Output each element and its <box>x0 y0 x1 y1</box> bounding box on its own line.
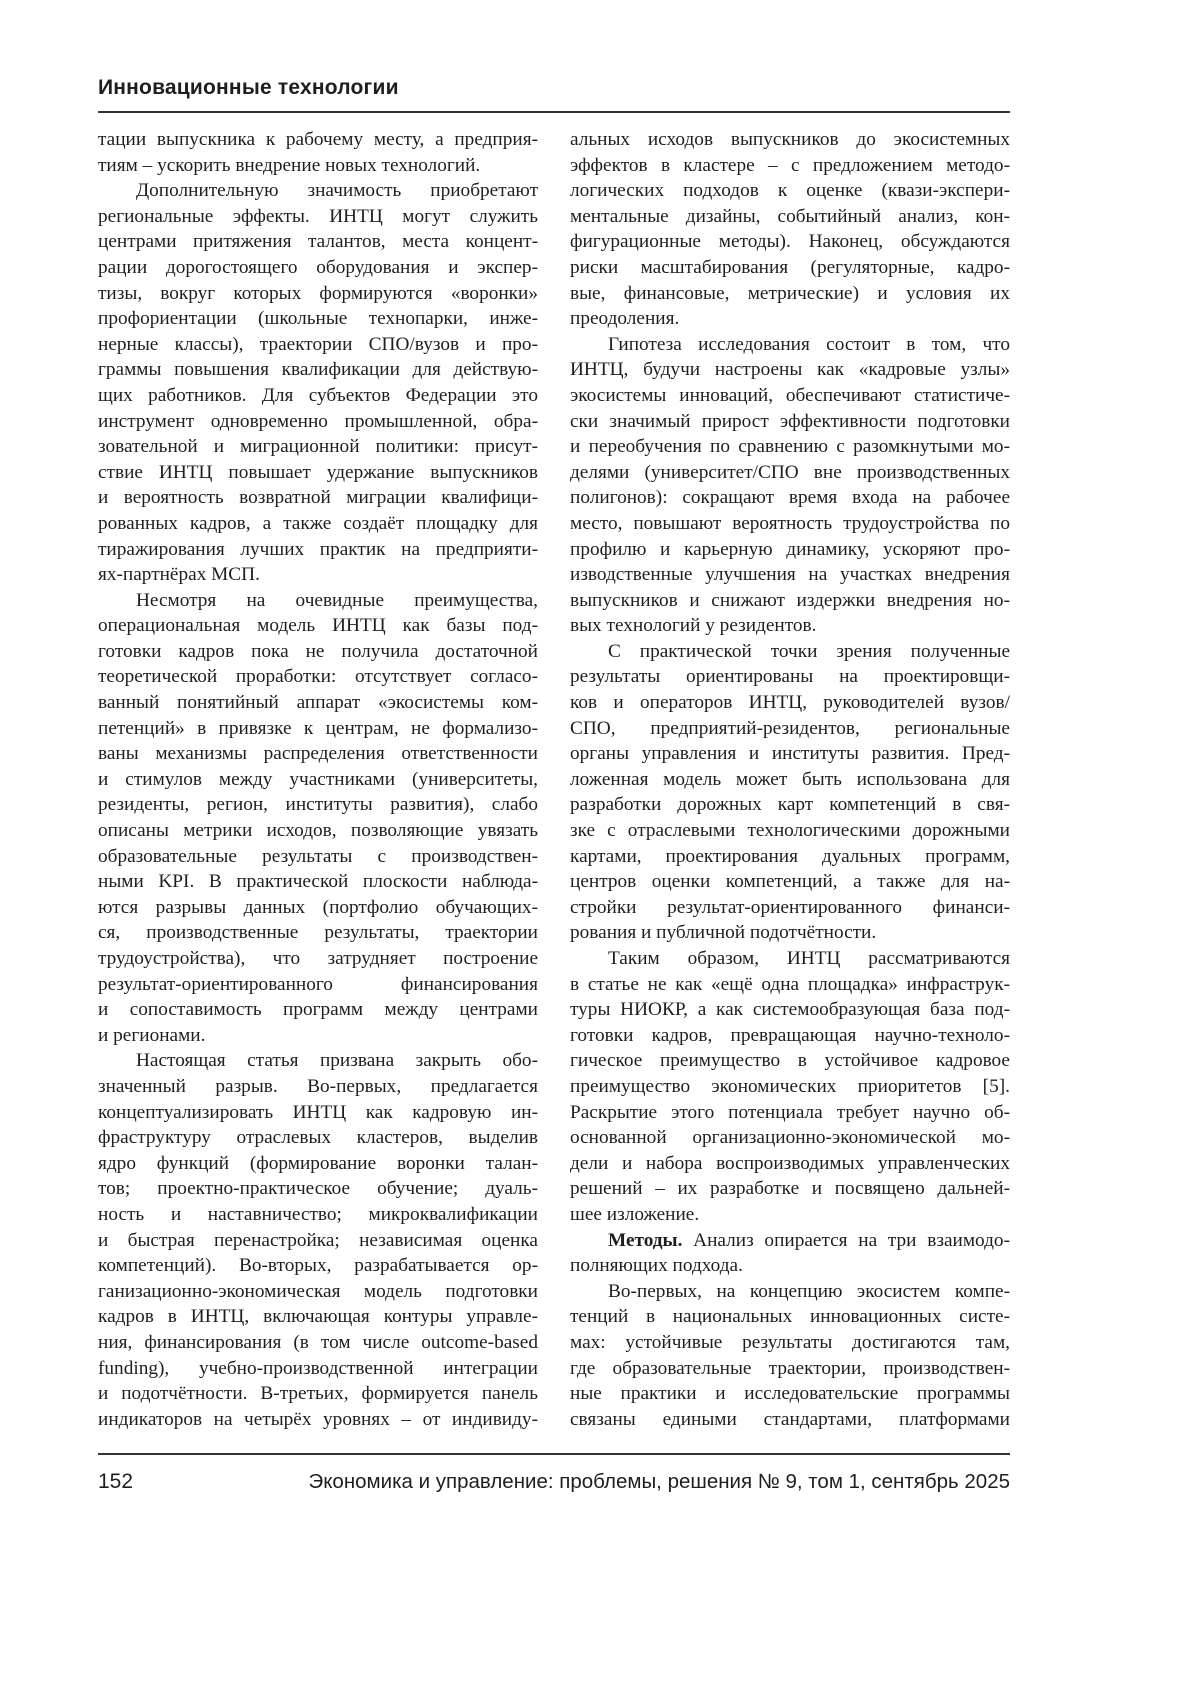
text-line <box>570 1176 1010 1202</box>
paragraph <box>570 946 1010 1228</box>
line-text: шее изложение. <box>570 1204 699 1225</box>
line-text: ях-партнёрах МСП. <box>98 564 260 585</box>
line-text: мах: устойчивые результаты достигаются там, <box>570 1332 1010 1353</box>
section-title: Инновационные технологии <box>98 76 399 100</box>
text-line <box>570 229 1010 255</box>
text-line <box>570 664 1010 690</box>
text-line <box>570 741 1010 767</box>
line-text: разработки дорожных карт компетенций в свя- <box>570 794 1010 815</box>
line-text: и сопоставимость программ между центрами <box>98 999 538 1020</box>
text-line <box>98 1330 538 1356</box>
line-text: петенций» в привязке к центрам, не формализо- <box>98 718 538 739</box>
line-text: ванный понятийный аппарат «экосистемы ком- <box>98 692 538 713</box>
text-line <box>98 1176 538 1202</box>
line-text: региональные эффекты. ИНТЦ могут служить <box>98 206 538 227</box>
line-text: Анализ опирается на три взаимодо- <box>682 1230 1010 1251</box>
text-line <box>570 485 1010 511</box>
text-line <box>570 1023 1010 1049</box>
line-text: вых технологий у резидентов. <box>570 615 816 636</box>
line-text: ся, производственные результаты, траектории <box>98 922 538 943</box>
text-line <box>98 1356 538 1382</box>
line-text: дели и набора воспроизводимых управленческих <box>570 1153 1010 1174</box>
paragraph <box>98 588 538 1049</box>
text-line <box>98 1202 538 1228</box>
line-text: концептуализировать ИНТЦ как кадровую ин- <box>98 1102 538 1123</box>
line-text: ИНТЦ, будучи настроены как «кадровые узлы» <box>570 359 1010 380</box>
text-line <box>570 1125 1010 1151</box>
line-text: делями (университет/СПО вне производственных <box>570 462 1010 483</box>
line-text: тенций в национальных инновационных систе- <box>570 1306 1010 1327</box>
text-line <box>98 895 538 921</box>
line-text: нерные классы), траектории СПО/вузов и про- <box>98 334 538 355</box>
text-line <box>570 537 1010 563</box>
paragraph <box>570 127 1010 332</box>
line-text: тиражирования лучших практик на предприяти- <box>98 539 538 560</box>
text-line <box>570 613 1010 639</box>
text-column-right <box>570 127 1010 1432</box>
text-line <box>98 537 538 563</box>
paragraph <box>570 1228 1010 1279</box>
text-line <box>570 255 1010 281</box>
text-line <box>570 972 1010 998</box>
text-line <box>98 741 538 767</box>
page-number: 152 <box>98 1470 133 1494</box>
line-text: место, повышают вероятность трудоустройства по <box>570 513 1010 534</box>
text-line <box>98 920 538 946</box>
line-text: экосистемы инноваций, обеспечивают статистиче- <box>570 385 1010 406</box>
line-text: С практической точки зрения полученные <box>608 641 1010 662</box>
journal-citation: Экономика и управление: проблемы, решения № 9, том 1, сентябрь 2025 <box>309 1470 1011 1494</box>
line-text: funding), учебно-производственной интеграции <box>98 1358 538 1379</box>
text-line <box>570 1253 1010 1279</box>
line-text: Раскрытие этого потенциала требует научно об- <box>570 1102 1010 1123</box>
text-line <box>570 332 1010 358</box>
line-text: результат-ориентированного финансирования <box>98 974 538 995</box>
text-line <box>98 1048 538 1074</box>
line-text: и регионами. <box>98 1025 205 1046</box>
text-line <box>570 1381 1010 1407</box>
line-text: ганизационно-экономическая модель подготовки <box>98 1281 538 1302</box>
text-line <box>98 332 538 358</box>
line-text: описаны метрики исходов, позволяющие увязать <box>98 820 538 841</box>
line-text: Гипотеза исследования состоит в том, что <box>608 334 1010 355</box>
text-line <box>570 127 1010 153</box>
line-text: связаны едиными стандартами, платформами <box>570 1409 1010 1430</box>
line-text: и стимулов между участниками (университеты, <box>98 769 538 790</box>
text-line <box>98 1074 538 1100</box>
line-text: СПО, предприятий-резидентов, региональные <box>570 718 1010 739</box>
text-line <box>98 844 538 870</box>
text-line <box>570 869 1010 895</box>
text-line <box>98 383 538 409</box>
text-line <box>570 792 1010 818</box>
line-text: тизы, вокруг которых формируются «воронки» <box>98 283 538 304</box>
text-line <box>570 1100 1010 1126</box>
line-text: основанной организационно-экономической мо- <box>570 1127 1010 1148</box>
text-line <box>570 409 1010 435</box>
line-text: Дополнительную значимость приобретают <box>136 180 538 201</box>
line-text: профилю и карьерную динамику, ускоряют про- <box>570 539 1010 560</box>
paragraph <box>98 127 538 178</box>
text-line <box>98 664 538 690</box>
line-text: индикаторов на четырёх уровнях – от индивиду- <box>98 1409 538 1430</box>
text-line <box>570 1407 1010 1433</box>
line-text: гическое преимущество в устойчивое кадровое <box>570 1050 1010 1071</box>
line-text: Таким образом, ИНТЦ рассматриваются <box>608 948 1010 969</box>
line-text: Несмотря на очевидные преимущества, <box>136 590 538 611</box>
text-line <box>98 946 538 972</box>
text-line <box>570 588 1010 614</box>
text-line <box>570 1202 1010 1228</box>
line-text: ными KPI. В практической плоскости наблюда- <box>98 871 538 892</box>
line-text: органы управления и институты развития. Пред- <box>570 743 1010 764</box>
line-text: ные практики и исследовательские программы <box>570 1383 1010 1404</box>
line-text: и вероятность возвратной миграции квалифици- <box>98 487 538 508</box>
text-line <box>570 434 1010 460</box>
text-line <box>98 588 538 614</box>
text-line <box>98 281 538 307</box>
text-line <box>98 1151 538 1177</box>
text-line <box>570 1151 1010 1177</box>
text-line <box>98 1100 538 1126</box>
text-line <box>98 255 538 281</box>
line-text: преодоления. <box>570 308 679 329</box>
text-line <box>98 178 538 204</box>
line-text: преимущество экономических приоритетов [5]. <box>570 1076 1010 1097</box>
line-text: ния, финансирования (в том числе outcome-based <box>98 1332 538 1353</box>
text-line <box>98 153 538 179</box>
line-text: стройки результат-ориентированного финанси- <box>570 897 1010 918</box>
line-text: ствие ИНТЦ повышает удержание выпускников <box>98 462 538 483</box>
text-line <box>98 229 538 255</box>
line-text: тации выпускника к рабочему месту, а предприя- <box>98 129 538 150</box>
line-text: Настоящая статья призвана закрыть обо- <box>136 1050 538 1071</box>
line-text: профориентации (школьные технопарки, инже- <box>98 308 538 329</box>
line-text: где образовательные траектории, производствен- <box>570 1358 1010 1379</box>
text-line <box>570 204 1010 230</box>
line-text: изводственные улучшения на участках внедрения <box>570 564 1010 585</box>
text-line <box>570 1048 1010 1074</box>
line-text: центров оценки компетенций, а также для на- <box>570 871 1010 892</box>
text-line <box>98 127 538 153</box>
text-line <box>98 1023 538 1049</box>
text-line <box>570 1228 1010 1254</box>
line-text: альных исходов выпускников до экосистемных <box>570 129 1010 150</box>
text-line <box>570 511 1010 537</box>
text-line <box>570 281 1010 307</box>
text-line <box>98 639 538 665</box>
text-line <box>570 1356 1010 1382</box>
line-text: рованных кадров, а также создаёт площадку для <box>98 513 538 534</box>
text-line <box>570 844 1010 870</box>
line-text: щих работников. Для субъектов Федерации это <box>98 385 538 406</box>
text-line <box>98 562 538 588</box>
paragraph <box>570 639 1010 946</box>
line-text: ются разрывы данных (портфолио обучающих- <box>98 897 538 918</box>
text-line <box>570 895 1010 921</box>
line-text: кадров в ИНТЦ, включающая контуры управле- <box>98 1306 538 1327</box>
text-line <box>570 383 1010 409</box>
text-line <box>98 204 538 230</box>
line-text: готовки кадров, превращающая научно-техноло- <box>570 1025 1010 1046</box>
line-text: туры НИОКР, а как системообразующая база под- <box>570 999 1010 1020</box>
line-text: и быстрая перенастройка; независимая оценка <box>98 1230 538 1251</box>
line-text: и переобучения по сравнению с разомкнутыми мо- <box>570 436 1010 457</box>
text-line <box>98 409 538 435</box>
line-text: трудоустройства), что затрудняет построение <box>98 948 538 969</box>
text-line <box>98 1381 538 1407</box>
text-line <box>570 1304 1010 1330</box>
header-rule <box>98 111 1010 113</box>
text-line <box>98 460 538 486</box>
line-text: теоретической проработки: отсутствует согласо- <box>98 666 538 687</box>
line-text: полигонов): сокращают время входа на рабочее <box>570 487 1010 508</box>
paragraph <box>98 1048 538 1432</box>
text-line <box>570 997 1010 1023</box>
text-line <box>98 306 538 332</box>
line-text: картами, проектирования дуальных программ, <box>570 846 1010 867</box>
line-text: рования и публичной подотчётности. <box>570 922 876 943</box>
line-text: эффектов в кластере – с предложением методо- <box>570 155 1010 176</box>
line-text: ваны механизмы распределения ответственности <box>98 743 538 764</box>
line-text: ков и операторов ИНТЦ, руководителей вузов/ <box>570 692 1010 713</box>
text-line <box>570 460 1010 486</box>
paragraph <box>98 178 538 588</box>
line-text: ядро функций (формирование воронки талан- <box>98 1153 538 1174</box>
text-line <box>98 792 538 818</box>
line-text: в статье не как «ещё одна площадка» инфраструк- <box>570 974 1010 995</box>
text-line <box>98 613 538 639</box>
text-line <box>98 485 538 511</box>
text-line <box>570 153 1010 179</box>
text-line <box>98 1228 538 1254</box>
line-text: компетенций). Во-вторых, разрабатывается ор- <box>98 1255 538 1276</box>
text-line <box>570 920 1010 946</box>
text-line <box>98 972 538 998</box>
text-line <box>98 1304 538 1330</box>
line-text: операциональная модель ИНТЦ как базы под- <box>98 615 538 636</box>
text-line <box>570 1330 1010 1356</box>
text-line <box>570 639 1010 665</box>
line-text: риски масштабирования (регуляторные, кадро- <box>570 257 1010 278</box>
lead-heading: Методы. <box>608 1230 682 1251</box>
text-line <box>570 818 1010 844</box>
text-line <box>570 562 1010 588</box>
line-text: зке с отраслевыми технологическими дорожными <box>570 820 1010 841</box>
line-text: фигурационные методы). Наконец, обсуждаются <box>570 231 1010 252</box>
text-line <box>570 306 1010 332</box>
text-line <box>98 511 538 537</box>
footer-rule <box>98 1453 1010 1455</box>
text-line <box>98 767 538 793</box>
paragraph <box>570 332 1010 639</box>
line-text: ность и наставничество; микроквалификации <box>98 1204 538 1225</box>
paragraph <box>570 1279 1010 1433</box>
text-line <box>570 357 1010 383</box>
line-text: резиденты, регион, институты развития), слабо <box>98 794 538 815</box>
text-line <box>570 716 1010 742</box>
line-text: фраструктуру отраслевых кластеров, выделив <box>98 1127 538 1148</box>
text-line <box>570 1074 1010 1100</box>
text-line <box>570 1279 1010 1305</box>
line-text: логических подходов к оценке (квази-экспери- <box>570 180 1010 201</box>
line-text: ментальные дизайны, событийный анализ, кон- <box>570 206 1010 227</box>
text-line <box>98 690 538 716</box>
text-line <box>570 178 1010 204</box>
line-text: ложенная модель может быть использована для <box>570 769 1010 790</box>
line-text: ски значимый прирост эффективности подготовки <box>570 411 1010 432</box>
text-line <box>98 1407 538 1433</box>
line-text: инструмент одновременно промышленной, обра- <box>98 411 538 432</box>
line-text: вые, финансовые, метрические) и условия их <box>570 283 1010 304</box>
text-line <box>98 869 538 895</box>
line-text: Во-первых, на концепцию экосистем компе- <box>608 1281 1010 1302</box>
line-text: значенный разрыв. Во-первых, предлагается <box>98 1076 538 1097</box>
text-line <box>98 1253 538 1279</box>
text-line <box>570 946 1010 972</box>
line-text: решений – их разработке и посвящено дальней- <box>570 1178 1010 1199</box>
text-line <box>570 690 1010 716</box>
text-line <box>98 716 538 742</box>
line-text: тиям – ускорить внедрение новых технологий. <box>98 155 480 176</box>
line-text: полняющих подхода. <box>570 1255 743 1276</box>
line-text: центрами притяжения талантов, места концент- <box>98 231 538 252</box>
line-text: и подотчётности. В-третьих, формируется панель <box>98 1383 538 1404</box>
line-text: образовательные результаты с производствен- <box>98 846 538 867</box>
line-text: результаты ориентированы на проектировщи- <box>570 666 1010 687</box>
text-line <box>98 357 538 383</box>
line-text: выпускников и снижают издержки внедрения но- <box>570 590 1010 611</box>
text-column-left <box>98 127 538 1432</box>
line-text: готовки кадров пока не получила достаточной <box>98 641 538 662</box>
line-text: тов; проектно-практическое обучение; дуаль- <box>98 1178 538 1199</box>
line-text: рации дорогостоящего оборудования и экспер- <box>98 257 538 278</box>
text-line <box>98 434 538 460</box>
text-line <box>570 767 1010 793</box>
text-line <box>98 1279 538 1305</box>
text-line <box>98 1125 538 1151</box>
text-line <box>98 818 538 844</box>
line-text: зовательной и миграционной политики: присут- <box>98 436 538 457</box>
line-text: граммы повышения квалификации для действую- <box>98 359 538 380</box>
text-line <box>98 997 538 1023</box>
